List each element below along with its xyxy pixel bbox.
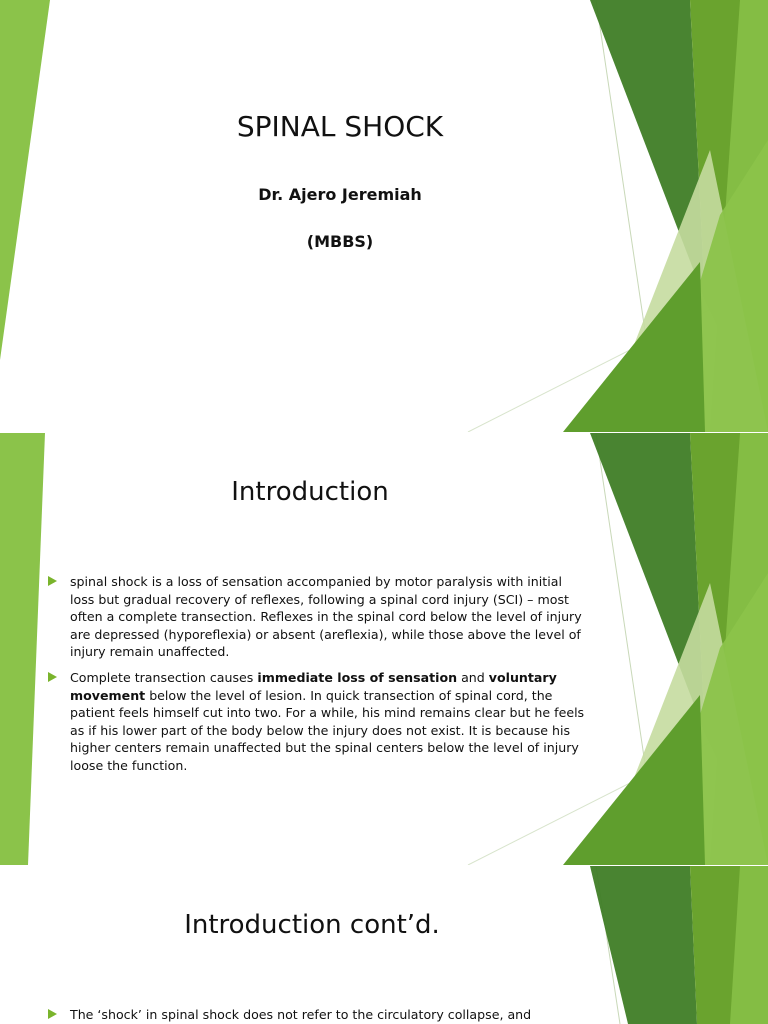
bullet-list: [46, 1006, 586, 1024]
triangle-bullet-icon: [48, 576, 57, 586]
bullet-item: [46, 573, 586, 661]
bullet-text: below the level of lesion. In quick transection of spinal cord, the patient feels himself cut into two. For a while, his mind remains clear but he feels as if his lower part of the body below the injury does not exist. It is because his higher centers remain unaffected but the spinal centers below the level of injury loose the function.: [70, 687, 585, 773]
bullet-text: Complete transection causes: [70, 669, 258, 685]
bullet-text: The ‘shock’ in spinal shock does not refer to the circulatory collapse, and: [70, 1007, 532, 1022]
bullet-emphasis: immediate loss of sensation: [257, 669, 458, 685]
bullet-item: [46, 1006, 586, 1024]
bullet-emphasis: voluntary movement: [70, 669, 557, 703]
triangle-bullet-icon: [48, 672, 57, 682]
slide-heading: Introduction cont’d.: [184, 910, 440, 940]
author-name: Dr. Ajero Jeremiah: [258, 185, 422, 204]
bullet-text: spinal shock is a loss of sensation accompanied by motor paralysis with initial loss but gradual recovery of reflexes, following a spinal cord injury (SCI) – most often a complete transection. Reflexes in the spinal cord below the level of injury are depressed (hyporeflexia) or absent (areflexia), while those above the level of injury remain unaffected.: [70, 574, 582, 660]
bullet-list: [46, 573, 586, 783]
slide-title-heading: SPINAL SHOCK: [236, 110, 444, 143]
slide-decoration: [0, 866, 768, 1024]
bullet-text: and: [457, 669, 489, 685]
author-credentials: (MBBS): [306, 232, 374, 251]
slide-heading: Introduction: [231, 477, 389, 507]
slide-introduction-contd: [0, 866, 768, 1024]
slide-introduction: [0, 433, 768, 865]
slide-title: [0, 0, 768, 432]
slide-decoration: [0, 0, 768, 432]
bullet-item: [46, 669, 586, 775]
triangle-bullet-icon: [48, 1009, 57, 1019]
